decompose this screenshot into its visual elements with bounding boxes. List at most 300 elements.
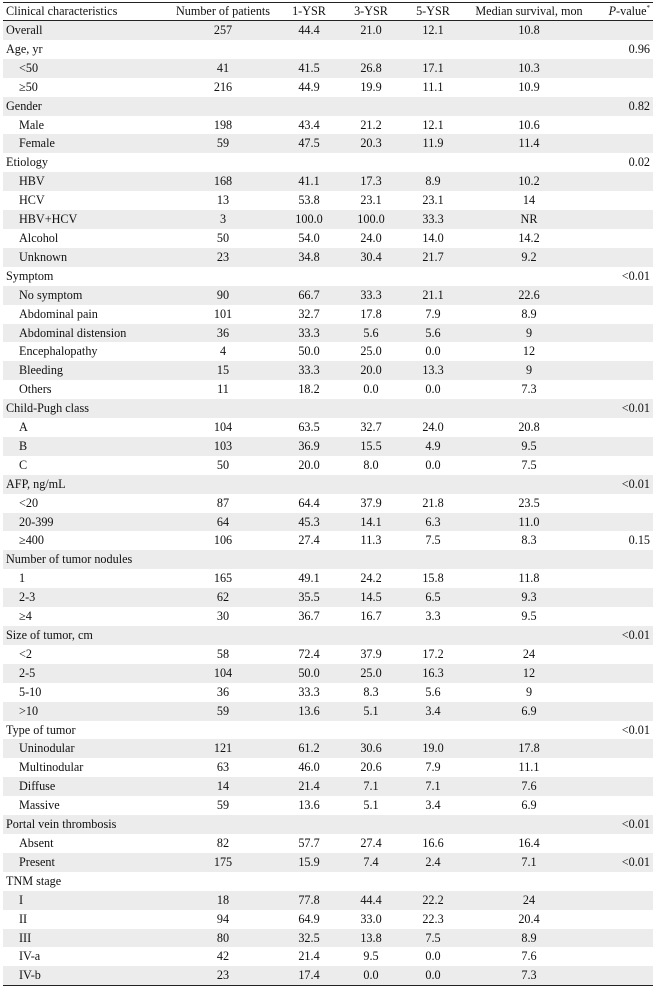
cell-patients xyxy=(168,872,278,891)
cell-5ysr: 0.0 xyxy=(425,949,441,964)
cell-1ysr: 54.0 xyxy=(298,230,320,245)
cell-median-survival: 17.8 xyxy=(464,739,594,758)
cell-patients xyxy=(168,626,278,645)
cell-5ysr xyxy=(402,550,464,569)
cell-3ysr: 0.0 xyxy=(340,966,402,985)
cell-characteristic: Number of tumor nodules xyxy=(3,550,168,569)
cell-3ysr: 5.1 xyxy=(363,798,379,813)
cell-p-value xyxy=(594,494,653,513)
cell-3ysr: 26.8 xyxy=(340,59,402,78)
table-row xyxy=(3,834,653,853)
cell-p-value xyxy=(594,456,653,475)
cell-1ysr xyxy=(278,550,340,569)
cell-5ysr: 7.5 xyxy=(402,929,464,948)
cell-3ysr xyxy=(340,40,402,59)
cell-characteristic: C xyxy=(19,457,28,472)
cell-p-value xyxy=(594,796,653,815)
cell-3ysr: 16.7 xyxy=(360,609,382,624)
cell-p-value xyxy=(594,966,653,985)
cell-median-survival: 23.5 xyxy=(518,495,540,510)
cell-characteristic: III xyxy=(3,929,168,948)
cell-patients: 15 xyxy=(168,361,278,380)
cell-p-value xyxy=(594,569,653,588)
cell-1ysr: 77.8 xyxy=(278,891,340,910)
cell-5ysr xyxy=(402,475,464,494)
cell-p-value xyxy=(594,21,653,40)
table-row xyxy=(3,664,653,683)
cell-characteristic: ≥4 xyxy=(19,609,32,624)
cell-characteristic: ≥50 xyxy=(19,79,38,94)
cell-5ysr: 21.7 xyxy=(402,248,464,267)
cell-1ysr: 53.8 xyxy=(298,193,320,208)
cell-3ysr xyxy=(340,97,402,116)
cell-characteristic: I xyxy=(3,891,168,910)
cell-1ysr xyxy=(278,399,340,418)
cell-patients: 103 xyxy=(168,437,278,456)
cell-3ysr: 7.1 xyxy=(340,777,402,796)
cell-5ysr: 16.3 xyxy=(402,664,464,683)
cell-patients: 41 xyxy=(168,59,278,78)
cell-1ysr: 46.0 xyxy=(298,760,320,775)
cell-5ysr: 3.3 xyxy=(425,609,441,624)
header-3ysr: 3-YSR xyxy=(340,3,402,21)
cell-1ysr: 34.8 xyxy=(278,248,340,267)
cell-patients xyxy=(168,267,278,286)
cell-characteristic: Alcohol xyxy=(19,230,59,245)
cell-median-survival xyxy=(464,40,594,59)
cell-3ysr xyxy=(340,550,402,569)
table-row xyxy=(3,929,653,948)
cell-median-survival xyxy=(464,153,594,172)
cell-patients: 216 xyxy=(213,79,233,94)
table-row xyxy=(3,437,653,456)
cell-median-survival: 7.6 xyxy=(464,777,594,796)
cell-patients: 175 xyxy=(168,853,278,872)
cell-1ysr xyxy=(278,153,340,172)
cell-5ysr: 12.1 xyxy=(422,117,444,132)
cell-characteristic: Overall xyxy=(3,21,168,40)
table-row xyxy=(3,758,653,777)
cell-patients: 3 xyxy=(168,210,278,229)
cell-characteristic: Others xyxy=(19,382,52,397)
cell-p-value xyxy=(594,248,653,267)
cell-patients: 62 xyxy=(168,588,278,607)
cell-p-value xyxy=(594,834,653,853)
header-patients: Number of patients xyxy=(168,3,278,21)
table-row xyxy=(3,172,653,191)
cell-median-survival: 9.2 xyxy=(464,248,594,267)
cell-median-survival: 11.1 xyxy=(518,760,540,775)
cell-p-value xyxy=(594,437,653,456)
cell-3ysr xyxy=(340,721,402,740)
cell-characteristic: TNM stage xyxy=(6,873,62,888)
cell-p-value xyxy=(594,777,653,796)
cell-median-survival: 7.1 xyxy=(464,853,594,872)
cell-3ysr: 33.0 xyxy=(360,911,382,926)
cell-3ysr: 44.4 xyxy=(340,891,402,910)
cell-characteristic: Present xyxy=(3,853,168,872)
cell-3ysr: 20.0 xyxy=(340,361,402,380)
cell-5ysr xyxy=(402,872,464,891)
cell-3ysr: 20.6 xyxy=(360,760,382,775)
cell-characteristic: HCV xyxy=(19,193,45,208)
cell-5ysr: 22.2 xyxy=(402,891,464,910)
table-row xyxy=(3,891,653,910)
cell-patients xyxy=(168,153,278,172)
cell-median-survival: 24 xyxy=(464,891,594,910)
cell-1ysr: 15.9 xyxy=(278,853,340,872)
cell-characteristic: Portal vein thrombosis xyxy=(3,815,168,834)
cell-1ysr: 35.5 xyxy=(278,588,340,607)
cell-3ysr: 33.3 xyxy=(340,286,402,305)
cell-characteristic: II xyxy=(19,911,28,926)
header-1ysr: 1-YSR xyxy=(278,3,340,21)
table-row xyxy=(3,494,653,513)
table-row xyxy=(3,59,653,78)
cell-patients: 23 xyxy=(168,966,278,985)
cell-patients: 63 xyxy=(216,760,230,775)
cell-5ysr: 0.0 xyxy=(425,457,441,472)
cell-3ysr: 25.0 xyxy=(340,664,402,683)
cell-patients xyxy=(168,815,278,834)
cell-patients: 90 xyxy=(168,286,278,305)
cell-patients: 64 xyxy=(168,513,278,532)
cell-characteristic: No symptom xyxy=(3,286,168,305)
cell-p-value xyxy=(594,342,653,361)
cell-p-value xyxy=(594,702,653,721)
cell-median-survival: 7.5 xyxy=(521,457,537,472)
cell-characteristic: Female xyxy=(3,134,168,153)
cell-1ysr xyxy=(278,475,340,494)
table-row xyxy=(3,78,653,97)
cell-median-survival xyxy=(464,97,594,116)
cell-patients: 104 xyxy=(168,664,278,683)
cell-p-value xyxy=(594,513,653,532)
cell-p-value: <0.01 xyxy=(594,815,653,834)
cell-5ysr xyxy=(402,399,464,418)
table-row xyxy=(3,210,653,229)
cell-p-value xyxy=(594,361,653,380)
cell-3ysr: 21.2 xyxy=(360,117,382,132)
cell-patients: 101 xyxy=(213,306,233,321)
cell-5ysr: 0.0 xyxy=(402,966,464,985)
table-row xyxy=(3,683,653,702)
cell-5ysr: 2.4 xyxy=(402,853,464,872)
cell-p-value xyxy=(594,191,653,210)
cell-characteristic: <2 xyxy=(19,646,32,661)
cell-patients: 59 xyxy=(216,798,230,813)
cell-p-value xyxy=(594,380,653,399)
cell-5ysr: 17.2 xyxy=(422,646,444,661)
cell-5ysr: 15.8 xyxy=(422,571,444,586)
cell-characteristic: Child-Pugh class xyxy=(3,399,168,418)
cell-5ysr: 4.9 xyxy=(402,437,464,456)
cell-3ysr: 13.8 xyxy=(340,929,402,948)
cell-characteristic: ≥400 xyxy=(19,533,44,548)
cell-1ysr: 50.0 xyxy=(278,664,340,683)
cell-5ysr: 7.9 xyxy=(425,760,441,775)
cell-5ysr: 13.3 xyxy=(402,361,464,380)
cell-characteristic: Type of tumor xyxy=(6,722,76,737)
table-row-group xyxy=(3,21,653,40)
cell-5ysr xyxy=(402,97,464,116)
cell-median-survival xyxy=(464,399,594,418)
cell-5ysr: 23.1 xyxy=(422,193,444,208)
cell-p-value: <0.01 xyxy=(594,399,653,418)
table-row-group xyxy=(3,153,653,172)
cell-median-survival: 10.3 xyxy=(464,59,594,78)
table-row xyxy=(3,286,653,305)
cell-p-value xyxy=(594,588,653,607)
cell-characteristic: A xyxy=(19,420,28,435)
cell-median-survival: 7.3 xyxy=(521,382,537,397)
table-row xyxy=(3,853,653,872)
cell-3ysr xyxy=(340,815,402,834)
cell-3ysr: 15.5 xyxy=(340,437,402,456)
cell-median-survival: 24 xyxy=(522,646,536,661)
cell-p-value xyxy=(594,116,653,135)
cell-characteristic: Age, yr xyxy=(6,41,43,56)
cell-p-value xyxy=(594,229,653,248)
table-row-group xyxy=(3,399,653,418)
cell-p-value xyxy=(594,891,653,910)
cell-median-survival: 11.4 xyxy=(464,134,594,153)
cell-3ysr: 27.4 xyxy=(360,835,382,850)
cell-characteristic: Etiology xyxy=(6,155,48,170)
cell-patients: 94 xyxy=(216,911,230,926)
cell-3ysr: 24.0 xyxy=(360,230,382,245)
cell-5ysr: 3.4 xyxy=(425,798,441,813)
cell-median-survival: 9 xyxy=(464,361,594,380)
cell-5ysr: 21.1 xyxy=(402,286,464,305)
cell-characteristic: Absent xyxy=(19,835,54,850)
cell-1ysr: 33.3 xyxy=(278,324,340,343)
cell-5ysr: 0.0 xyxy=(425,344,441,359)
cell-median-survival: 6.9 xyxy=(521,798,537,813)
cell-3ysr: 8.3 xyxy=(363,684,379,699)
table-row xyxy=(3,739,653,758)
cell-p-value xyxy=(594,607,653,626)
cell-characteristic: Size of tumor, cm xyxy=(3,626,168,645)
cell-1ysr: 27.4 xyxy=(298,533,320,548)
table-row xyxy=(3,702,653,721)
cell-median-survival: 6.9 xyxy=(464,702,594,721)
table-row xyxy=(3,361,653,380)
cell-patients: 4 xyxy=(219,344,227,359)
cell-patients: 18 xyxy=(168,891,278,910)
cell-1ysr xyxy=(278,626,340,645)
cell-3ysr: 9.5 xyxy=(363,949,379,964)
table-row xyxy=(3,305,653,324)
cell-3ysr: 25.0 xyxy=(360,344,382,359)
header-characteristic: Clinical characteristics xyxy=(3,3,168,21)
cell-1ysr: 100.0 xyxy=(278,210,340,229)
cell-median-survival: 8.9 xyxy=(521,306,537,321)
cell-1ysr xyxy=(278,97,340,116)
cell-1ysr: 45.3 xyxy=(278,513,340,532)
cell-5ysr: 6.3 xyxy=(402,513,464,532)
cell-median-survival: 7.6 xyxy=(521,949,537,964)
cell-median-survival xyxy=(464,550,594,569)
cell-patients: 198 xyxy=(213,117,233,132)
cell-median-survival: 10.6 xyxy=(518,117,540,132)
cell-patients: 13 xyxy=(216,193,230,208)
cell-p-value xyxy=(594,683,653,702)
cell-p-value: 0.82 xyxy=(594,97,653,116)
cell-5ysr xyxy=(402,40,464,59)
cell-characteristic: <50 xyxy=(3,59,168,78)
cell-3ysr: 11.3 xyxy=(360,533,382,548)
cell-median-survival: 11.0 xyxy=(464,513,594,532)
table-row-group xyxy=(3,267,653,286)
cell-3ysr xyxy=(340,626,402,645)
cell-patients xyxy=(168,721,278,740)
cell-median-survival: 14 xyxy=(522,193,536,208)
cell-characteristic: 5-10 xyxy=(19,684,42,699)
cell-1ysr xyxy=(278,40,340,59)
table-row xyxy=(3,134,653,153)
table-row xyxy=(3,229,653,248)
table-row xyxy=(3,248,653,267)
cell-patients: 23 xyxy=(168,248,278,267)
cell-patients: 165 xyxy=(213,571,233,586)
cell-5ysr: 16.6 xyxy=(422,835,444,850)
cell-1ysr: 36.9 xyxy=(278,437,340,456)
cell-3ysr: 30.4 xyxy=(340,248,402,267)
cell-patients: 36 xyxy=(216,684,230,699)
p-italic: P xyxy=(608,4,617,18)
cell-3ysr: 19.9 xyxy=(360,79,382,94)
cell-characteristic: IV-a xyxy=(19,949,41,964)
cell-characteristic: Encephalopathy xyxy=(19,344,98,359)
cell-characteristic: AFP, ng/mL xyxy=(3,475,168,494)
cell-characteristic: Unknown xyxy=(3,248,168,267)
cell-1ysr: 41.5 xyxy=(278,59,340,78)
cell-patients xyxy=(168,399,278,418)
cell-1ysr: 43.4 xyxy=(298,117,320,132)
cell-3ysr: 0.0 xyxy=(363,382,379,397)
cell-p-value xyxy=(594,305,653,324)
cell-patients: 59 xyxy=(168,702,278,721)
header-p-value xyxy=(594,3,653,21)
table-row xyxy=(3,947,653,966)
cell-characteristic: 1 xyxy=(19,571,26,586)
cell-median-survival xyxy=(464,475,594,494)
cell-1ysr: 64.4 xyxy=(298,495,320,510)
cell-p-value xyxy=(594,872,653,891)
cell-patients: 50 xyxy=(216,457,230,472)
cell-p-value xyxy=(594,758,653,777)
table-row-group xyxy=(3,97,653,116)
cell-5ysr: 11.1 xyxy=(422,79,444,94)
cell-1ysr: 21.4 xyxy=(278,777,340,796)
cell-median-survival xyxy=(464,721,594,740)
cell-median-survival: 10.8 xyxy=(464,21,594,40)
cell-3ysr: 8.0 xyxy=(363,457,379,472)
cell-median-survival: 22.6 xyxy=(464,286,594,305)
cell-5ysr: 5.6 xyxy=(425,684,441,699)
cell-patients: 168 xyxy=(168,172,278,191)
cell-3ysr: 17.3 xyxy=(340,172,402,191)
cell-median-survival: 9.5 xyxy=(521,609,537,624)
cell-1ysr xyxy=(278,721,340,740)
cell-3ysr: 14.1 xyxy=(340,513,402,532)
cell-characteristic: 2-5 xyxy=(3,664,168,683)
survival-table xyxy=(3,2,653,986)
cell-median-survival: 12 xyxy=(464,664,594,683)
cell-patients: 14 xyxy=(168,777,278,796)
cell-1ysr xyxy=(278,872,340,891)
cell-p-value: 0.15 xyxy=(628,533,650,548)
cell-3ysr xyxy=(340,872,402,891)
cell-characteristic: Diffuse xyxy=(3,777,168,796)
cell-3ysr: 14.5 xyxy=(340,588,402,607)
cell-1ysr: 36.7 xyxy=(298,609,320,624)
cell-1ysr: 44.4 xyxy=(278,21,340,40)
cell-3ysr: 37.9 xyxy=(360,646,382,661)
cell-median-survival xyxy=(464,872,594,891)
cell-median-survival: 14.2 xyxy=(518,230,540,245)
table-row-group xyxy=(3,721,653,740)
cell-3ysr xyxy=(340,475,402,494)
header-row xyxy=(3,3,653,21)
table-row xyxy=(3,569,653,588)
table-row-group xyxy=(3,550,653,569)
cell-characteristic: Symptom xyxy=(6,268,54,283)
table-row-group xyxy=(3,40,653,59)
cell-5ysr: 7.1 xyxy=(402,777,464,796)
cell-p-value xyxy=(594,134,653,153)
cell-3ysr: 37.9 xyxy=(360,495,382,510)
cell-p-value xyxy=(594,210,653,229)
cell-1ysr: 61.2 xyxy=(278,739,340,758)
cell-5ysr: 7.5 xyxy=(425,533,441,548)
cell-1ysr: 47.5 xyxy=(278,134,340,153)
table-row xyxy=(3,531,653,550)
cell-characteristic: HBV xyxy=(3,172,168,191)
cell-5ysr xyxy=(402,815,464,834)
cell-p-value xyxy=(594,645,653,664)
cell-characteristic: <20 xyxy=(19,495,39,510)
cell-p-value xyxy=(594,286,653,305)
cell-p-value xyxy=(594,910,653,929)
cell-1ysr: 18.2 xyxy=(298,382,320,397)
table-row xyxy=(3,777,653,796)
cell-p-value xyxy=(594,664,653,683)
cell-1ysr: 17.4 xyxy=(278,966,340,985)
table-row-group xyxy=(3,475,653,494)
table-body xyxy=(3,21,653,986)
cell-5ysr: 11.9 xyxy=(402,134,464,153)
cell-3ysr xyxy=(340,153,402,172)
table-row-group xyxy=(3,872,653,891)
table-row xyxy=(3,342,653,361)
cell-characteristic: Massive xyxy=(19,798,60,813)
table-row xyxy=(3,116,653,135)
cell-1ysr: 57.7 xyxy=(298,835,320,850)
cell-3ysr: 30.6 xyxy=(340,739,402,758)
cell-5ysr: 14.0 xyxy=(422,230,444,245)
cell-median-survival xyxy=(464,626,594,645)
cell-5ysr: 8.9 xyxy=(402,172,464,191)
cell-5ysr: 0.0 xyxy=(425,382,441,397)
cell-characteristic: 20-399 xyxy=(3,513,168,532)
cell-characteristic: IV-b xyxy=(3,966,168,985)
cell-1ysr: 13.6 xyxy=(298,798,320,813)
cell-patients: 106 xyxy=(213,533,233,548)
cell-5ysr: 22.3 xyxy=(422,911,444,926)
cell-characteristic: Gender xyxy=(3,97,168,116)
